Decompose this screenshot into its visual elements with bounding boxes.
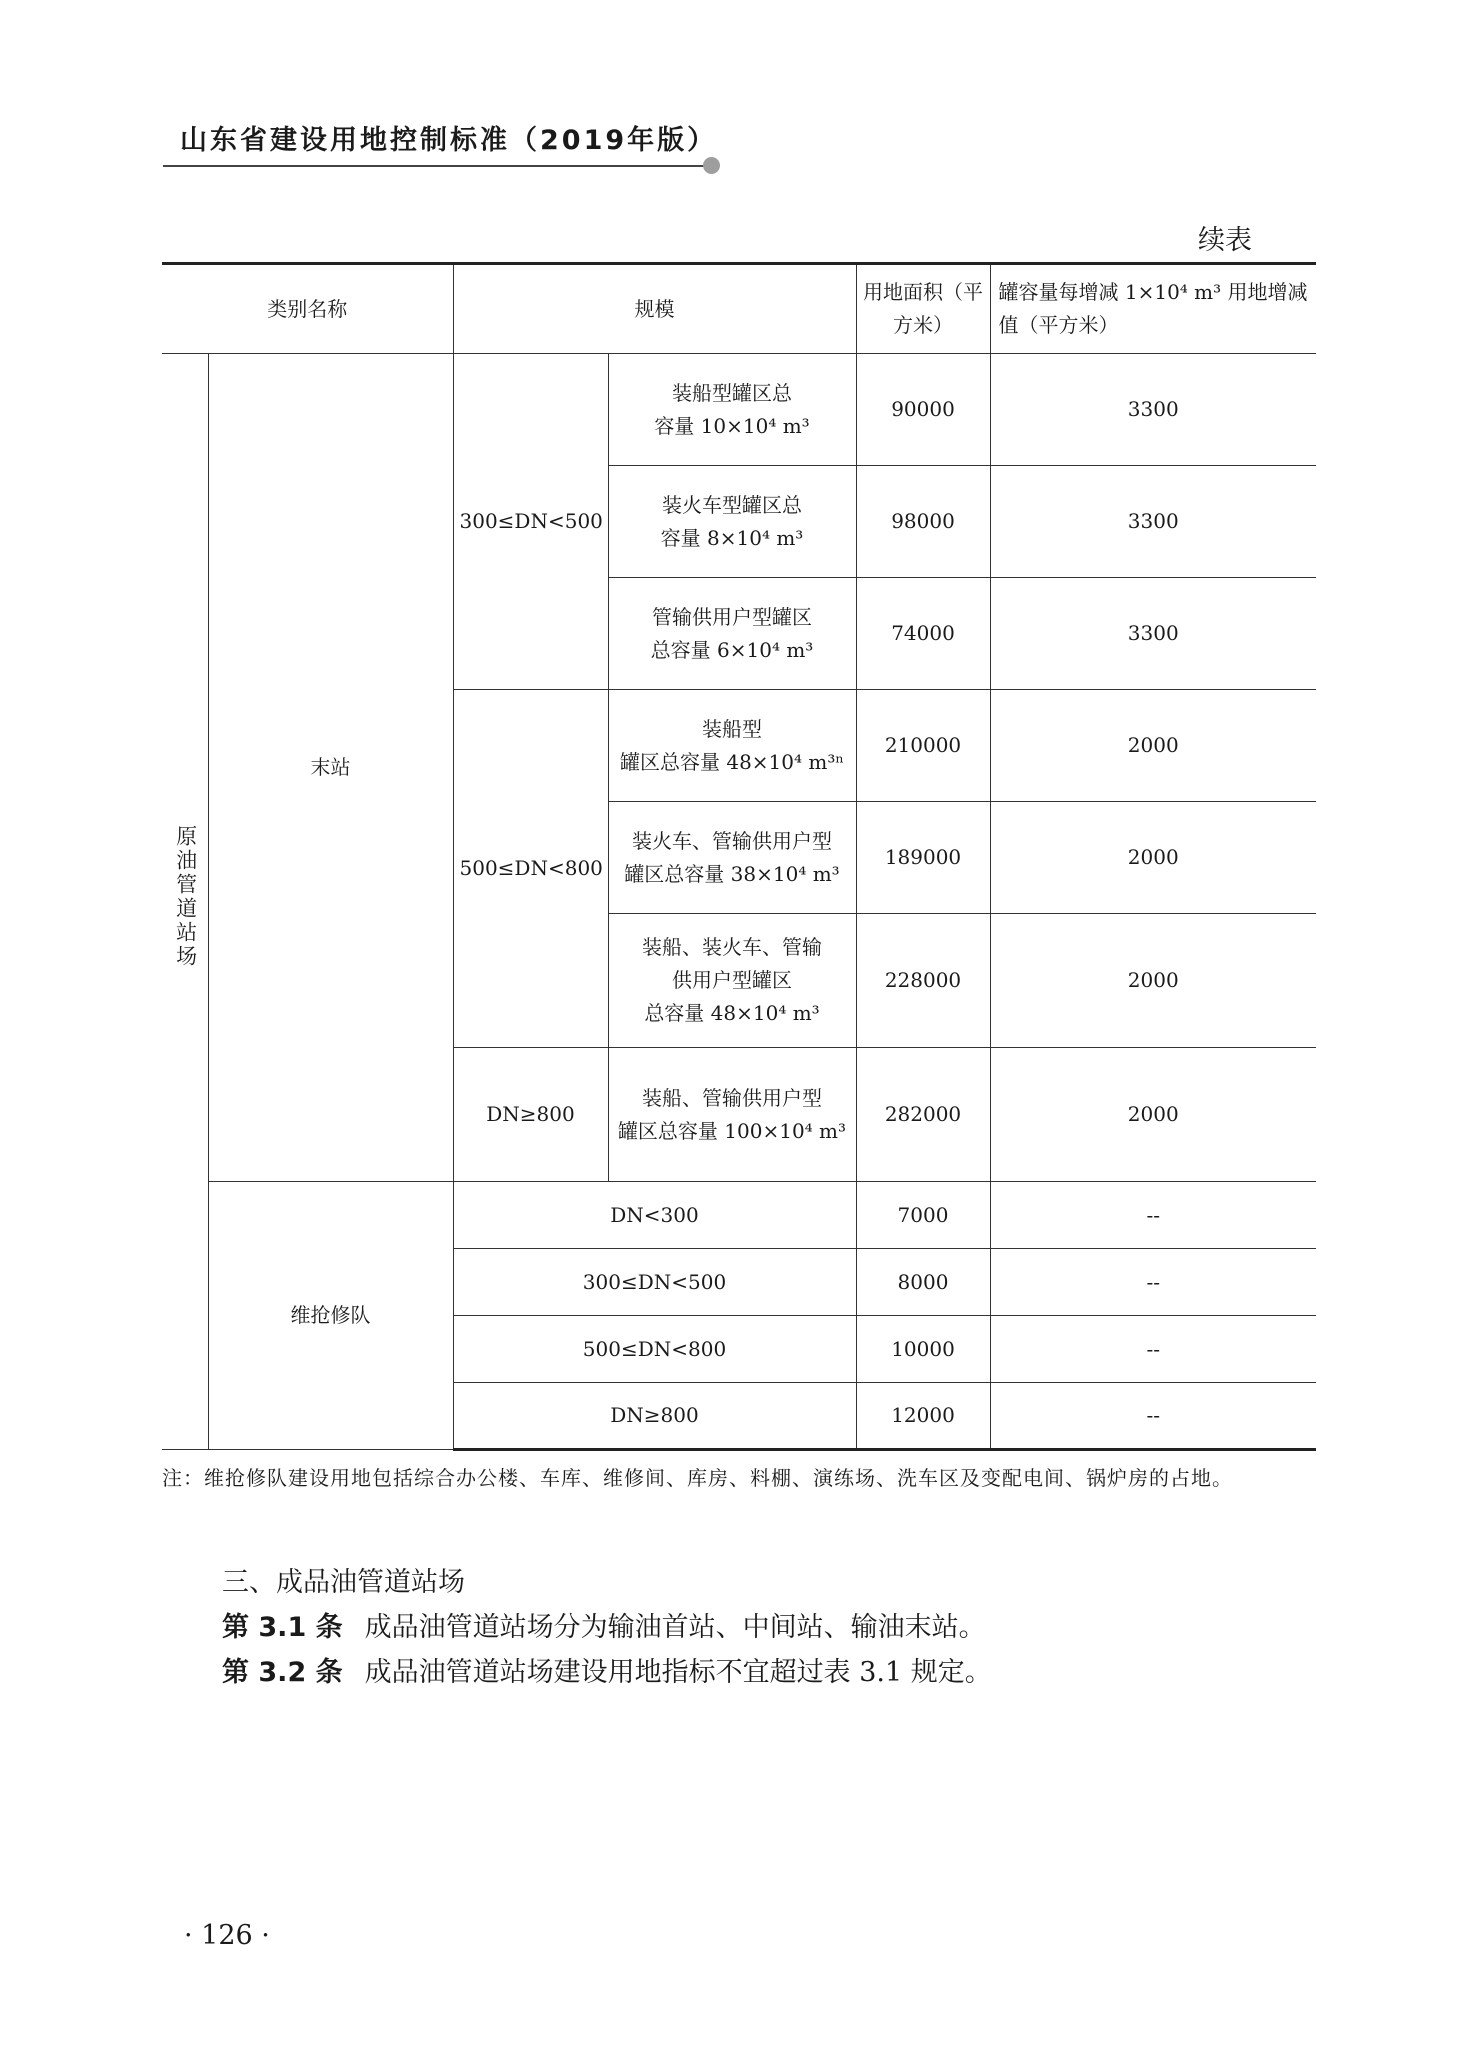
increment-cell: 3300 bbox=[990, 578, 1316, 690]
header-dot bbox=[703, 157, 720, 174]
increment-cell: 2000 bbox=[990, 1048, 1316, 1182]
increment-cell: 2000 bbox=[990, 690, 1316, 802]
header-rule bbox=[163, 165, 708, 167]
article-3-1 bbox=[222, 1605, 986, 1644]
increment-cell: -- bbox=[990, 1316, 1316, 1383]
group-label-cell bbox=[162, 354, 208, 1450]
area-cell: 74000 bbox=[856, 578, 990, 690]
article-number: 第 3.1 条 bbox=[222, 1612, 343, 1643]
repair-label: 维抢修队 bbox=[208, 1182, 453, 1450]
increment-cell: 3300 bbox=[990, 354, 1316, 466]
land-use-table bbox=[162, 262, 1316, 1451]
area-cell: 90000 bbox=[856, 354, 990, 466]
continued-label: 续表 bbox=[1198, 225, 1252, 256]
increment-cell: 2000 bbox=[990, 914, 1316, 1048]
header-category: 类别名称 bbox=[162, 264, 453, 354]
repair-scale: DN<300 bbox=[453, 1182, 856, 1249]
increment-cell: -- bbox=[990, 1249, 1316, 1316]
group-label: 原油管道站场 bbox=[173, 824, 198, 969]
area-cell: 98000 bbox=[856, 466, 990, 578]
article-text: 成品油管道站场分为输油首站、中间站、输油末站。 bbox=[364, 1612, 986, 1643]
table-note: 注：维抢修队建设用地包括综合办公楼、车库、维修间、库房、料棚、演练场、洗车区及变配电间、锅炉房的占地。 bbox=[162, 1466, 1233, 1490]
area-cell: 189000 bbox=[856, 802, 990, 914]
section-heading: 三、成品油管道站场 bbox=[222, 1567, 465, 1598]
page-number: · 126 · bbox=[184, 1920, 270, 1951]
area-cell: 210000 bbox=[856, 690, 990, 802]
capacity-desc: 装船、装火车、管输 供用户型罐区 总容量 48×10⁴ m³ bbox=[608, 914, 856, 1048]
scale-cell: 500≤DN<800 bbox=[453, 690, 608, 1048]
increment-cell: 3300 bbox=[990, 466, 1316, 578]
article-number: 第 3.2 条 bbox=[222, 1657, 343, 1688]
capacity-desc: 装船型罐区总 容量 10×10⁴ m³ bbox=[608, 354, 856, 466]
area-cell: 10000 bbox=[856, 1316, 990, 1383]
capacity-desc: 管输供用户型罐区 总容量 6×10⁴ m³ bbox=[608, 578, 856, 690]
scale-cell: 300≤DN<500 bbox=[453, 354, 608, 690]
increment-cell: -- bbox=[990, 1182, 1316, 1249]
area-cell: 7000 bbox=[856, 1182, 990, 1249]
area-cell: 282000 bbox=[856, 1048, 990, 1182]
capacity-desc: 装船、管输供用户型 罐区总容量 100×10⁴ m³ bbox=[608, 1048, 856, 1182]
article-text: 成品油管道站场建设用地指标不宜超过表 3.1 规定。 bbox=[364, 1657, 992, 1688]
area-cell: 8000 bbox=[856, 1249, 990, 1316]
article-3-2 bbox=[222, 1650, 992, 1689]
capacity-desc: 装火车型罐区总 容量 8×10⁴ m³ bbox=[608, 466, 856, 578]
repair-scale: 300≤DN<500 bbox=[453, 1249, 856, 1316]
capacity-desc: 装船型 罐区总容量 48×10⁴ m³ⁿ bbox=[608, 690, 856, 802]
header-scale: 规模 bbox=[453, 264, 856, 354]
running-title: 山东省建设用地控制标准（2019年版） bbox=[180, 125, 718, 156]
capacity-desc: 装火车、管输供用户型 罐区总容量 38×10⁴ m³ bbox=[608, 802, 856, 914]
area-cell: 228000 bbox=[856, 914, 990, 1048]
repair-scale: 500≤DN<800 bbox=[453, 1316, 856, 1383]
terminal-label: 末站 bbox=[208, 354, 453, 1182]
header-increment: 罐容量每增减 1×10⁴ m³ 用地增减值（平方米） bbox=[990, 264, 1316, 354]
area-cell: 12000 bbox=[856, 1383, 990, 1450]
scale-cell: DN≥800 bbox=[453, 1048, 608, 1182]
increment-cell: -- bbox=[990, 1383, 1316, 1450]
increment-cell: 2000 bbox=[990, 802, 1316, 914]
header-area: 用地面积（平方米） bbox=[856, 264, 990, 354]
repair-scale: DN≥800 bbox=[453, 1383, 856, 1450]
